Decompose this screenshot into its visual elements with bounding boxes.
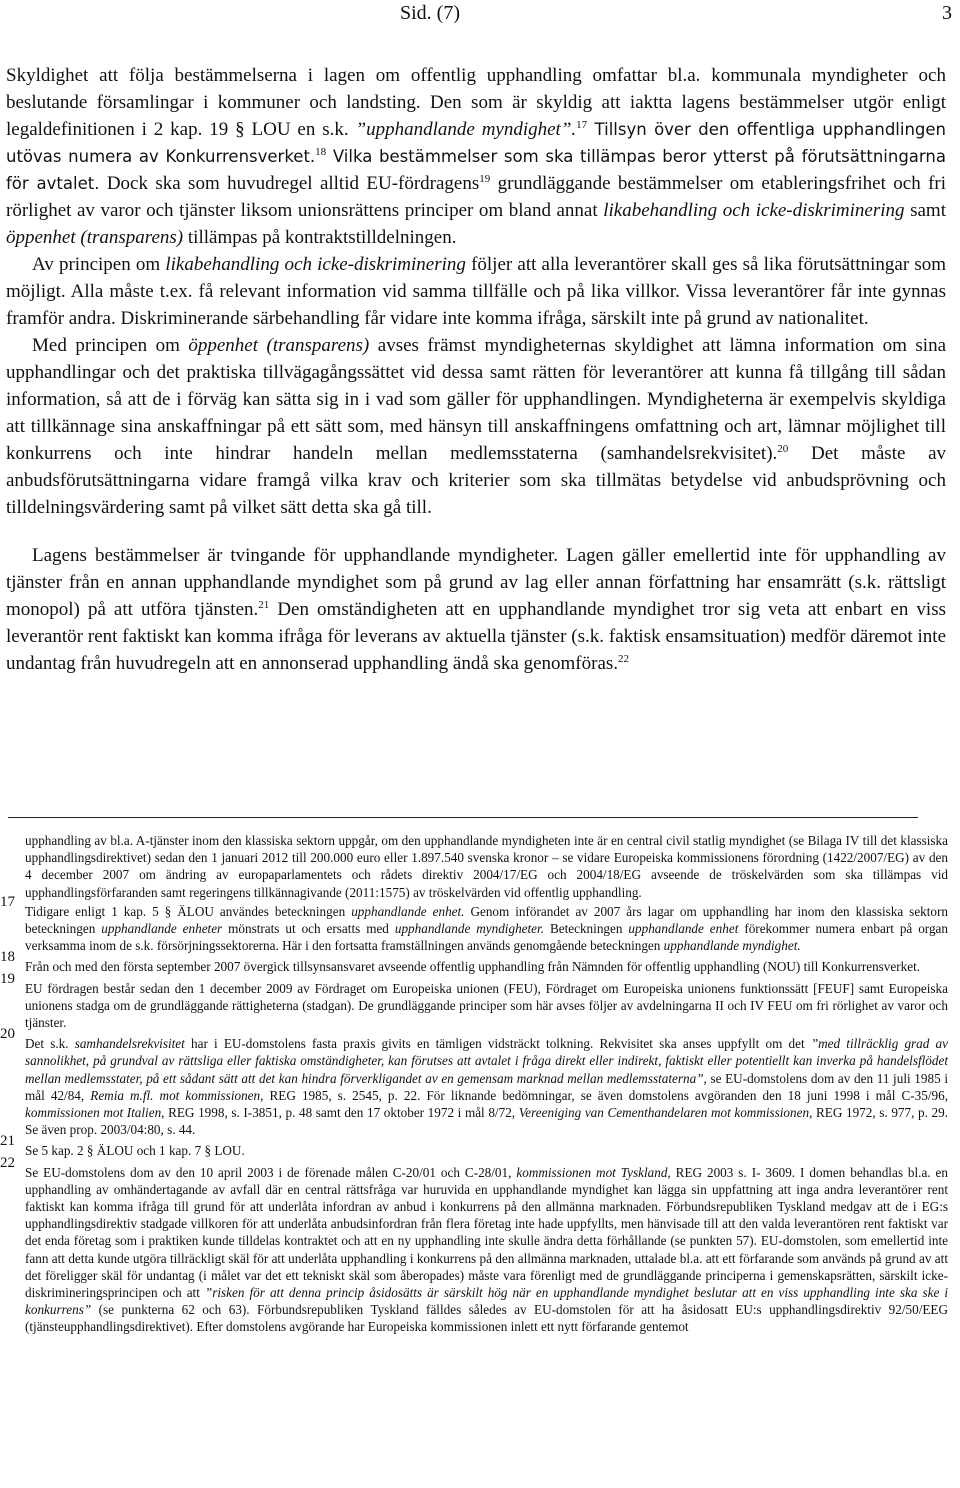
footnote-text: Se 5 kap. 2 § ÄLOU och 1 kap. 7 § LOU. xyxy=(25,1143,245,1159)
footnote-ref: 18 xyxy=(315,146,327,158)
footnote-number: 19 xyxy=(0,970,15,987)
text-span: Skyldighet att följa bestämmelserna i lagen om offentlig upphandling omfattar bl.a. kommunala myndigheter och beslutande församlingar i kommuner och landsting. Den som är skyldig att iaktta lagens bestämmelser utgör enligt legaldefinitionen i 2 kap. 19 § LOU en s.k. xyxy=(6,65,946,140)
footnote-ref: 19 xyxy=(479,173,491,185)
footnote-20 xyxy=(0,1026,949,1138)
footnote-text: Från och med den första september 2007 övergick tillsynsansvaret avseende offentlig upphandling från Nämnden för offentlig upphandling (NOU) till Konkurrensverket. xyxy=(25,959,921,975)
text-span: , REG 1972, s. 977, p. 29. Se även prop. 2003/04:80, s. 44. xyxy=(25,1105,949,1138)
italic-quote: ”med tillräcklig grad av sannolikhet, på grundval av rättsliga eller faktiska omständigheter, kan förutses att avtalet i fråga direkt eller indirekt, faktiskt eller potentiellt kan inverka på handelsflödet mellan medlemsstater, på ett sådant sätt att det kan hindra förverkligandet av en gemensam marknad mellan medlemsstaterna” xyxy=(25,1036,948,1086)
paragraph-2 xyxy=(6,251,946,332)
text-span: avses främst myndigheternas skyldighet att lämna information om sina upphandlingar och det praktiska tillvägagångssättet vid dessa samt rätten för leverantörer att kunna få tillgång till sådan information, så att de i förväg kan sätta sig in i vad som gäller för upphandlingen. Myndigheterna är exempelvis skyldiga att tillkännage sina anskaffningar på ett sätt som, med hänsyn till anskaffningens omfattning och art, lämnar möjlighet till konkurrens och inte hindrar handeln mellan medlemsstaterna (samhandelsrekvisitet). xyxy=(6,335,947,464)
text-span: Genom införandet av 2007 års lagar om upphandling har inom den klassiska sektorn beteckningen xyxy=(25,903,949,937)
text-span: REG 2003 s. I- 3609. I domen behandlas bl.a. en upphandling av omhändertagande av avfall där en central rättsfråga var huruvida en upphandlande myndighet kan lägga sin uppfattning att inga andra leverantörer rent faktiskt kan komma ifråga till grund för att underlåta infordran av anbud i konkurrens på den allmänna marknaden. Förbundsrepubliken Tyskland medgav att de i EG:s upphandlingsdirektiv stadgade villkoren för att underlåta anbudsinfordran från flera företag inte hade uppfyllts, men hänvisade till att den valda leverantören rent faktiskt var det enda företag som i praktiken kunde tilldelas kontraktet och att en ny upphandling inte skulle ändra detta förhållande (se punkten 57). EU-domstolen, som emellertid inte fann att detta kunde utgöra tillräckligt skäl för att underlåta upphandling i konkurrens på den allmänna marknaden, uttalade bl.a. att ett förfarande som används på grund av att det föreligger skäl för undantag (i målet var det ett tekniskt skäl som åberopades) måste vara förenligt med de grundläggande principerna i gemenskapsrätten, särskilt icke-diskrimineringsprincipen och att xyxy=(25,1164,948,1301)
text-span: Dock ska som huvudregel alltid EU-fördragens xyxy=(99,173,480,194)
italic-term: upphandlande enheter xyxy=(101,921,223,937)
footnote-text xyxy=(25,903,948,955)
footnote-19 xyxy=(0,970,948,1032)
footnotes xyxy=(0,832,948,1340)
italic-term: upphandlande enhet. xyxy=(351,903,465,919)
text-span: följer att alla leverantörer skall ges så lika förutsättningar som möjligt. Alla måste t.ex. få relevant information vid samma tillfälle och på lika villkor. Vissa leverantörer får inte gynnas framför andra. Diskriminerande särbehandling får vidare inte komma ifråga, särskilt inte på grund av nationalitet. xyxy=(6,254,946,329)
footnote-17 xyxy=(0,893,949,955)
italic-term: likabehandling och icke-diskriminering xyxy=(603,200,905,221)
text-span: grundläggande bestämmelser om etableringsfrihet och fri rörlighet av varor och tjänster liksom unionsrättens principer om bland annat xyxy=(6,173,947,221)
text-span: Beteckningen xyxy=(544,921,629,937)
text-span: mönstrats ut och ersatts med xyxy=(222,921,395,937)
italic-case-name: kommissionen mot Tyskland, xyxy=(516,1164,671,1180)
footnote-number: 18 xyxy=(0,949,15,966)
text-span: , REG 1985, s. 2545, p. 22. För liknande bedömningar, se även domstolens avgöranden den 18 juni 1998 i mål C-35/96, xyxy=(260,1087,949,1103)
footnote-18 xyxy=(0,949,948,975)
italic-case-name: Remia m.fl. mot kommissionen xyxy=(90,1087,261,1103)
page-header xyxy=(0,2,960,28)
footnote-text xyxy=(25,1035,948,1138)
text-span: , se EU-domstolens dom av den 11 juli 1985 i mål 42/84, xyxy=(25,1070,948,1103)
text-span: Det måste av anbudsförutsättningarna vidare framgå vilka krav och kriterier som ska tillmätas betydelse vid anbudsprövning och tilldelningsvärdering samt på vilket sätt detta ska gå till. xyxy=(6,443,947,518)
text-span: Det s.k. xyxy=(25,1036,75,1052)
footnote-text: EU fördragen består sedan den 1 december 2009 av Fördraget om Europeiska unionen (FEU), Fördraget om Europeiska unionens funktionssätt [FEUF] samt Europeiska unionens stadga om de grundläggande rättigheterna (stadgan). De grundläggande principer som här avses följer av avdelningarna II och IV FEU om fri rörlighet av varor och tjänster. xyxy=(25,980,948,1031)
italic-term: upphandlande enhet xyxy=(628,921,739,937)
footnote-21 xyxy=(0,1133,948,1159)
text-span: Med principen om xyxy=(32,335,189,356)
italic-case-name: kommissionen mot Italien xyxy=(25,1105,162,1121)
text-span: Den omständigheten att en upphandlande myndighet tror sig veta att enbart en viss leverantör rent faktiskt kan komma ifråga för leverans av aktuella tjänster (s.k. faktisk ensamsituation) medför däremot inte undantag från huvudregeln att en annonserad upphandling ändå ska genomföras. xyxy=(6,599,946,674)
footnote-ref: 21 xyxy=(258,599,270,611)
footnote-ref: 22 xyxy=(618,653,630,665)
text-span: Se EU-domstolens dom av den 10 april 2003 i de förenade målen C-20/01 och C-28/01, xyxy=(25,1164,517,1180)
text-span: samt xyxy=(904,200,946,221)
page-title: Sid. (7) xyxy=(400,2,460,24)
italic-term: upphandlande myndighet. xyxy=(663,938,801,954)
italic-term: samhandelsrekvisitet xyxy=(74,1036,185,1052)
italic-term: öppenhet (transparens) xyxy=(6,227,184,248)
italic-term: upphandlande myndigheter. xyxy=(394,921,544,937)
text-span: förekommer numera enbart på organ verksamma inom de s.k. försörjningssektorerna. Här i den fortsatta framställningen används genomgående beteckningen xyxy=(25,921,948,954)
text-span: , REG 1998, s. I-3851, p. 48 samt den 17 oktober 1972 i mål 8/72, xyxy=(161,1105,519,1121)
paragraph-1 xyxy=(6,62,946,251)
footnote-ref: 17 xyxy=(576,119,588,131)
footnote-separator xyxy=(8,817,918,818)
footnote-ref: 20 xyxy=(777,443,789,455)
text-span: har i EU-domstolens fasta praxis givits en tämligen vidsträckt tolkning. Rekvisitet ska anses uppfyllt om det xyxy=(184,1036,811,1052)
footnote-number: 21 xyxy=(0,1133,15,1150)
italic-term: ”upphandlande myndighet”. xyxy=(355,119,577,140)
italic-term: likabehandling och icke-diskriminering xyxy=(165,254,466,275)
page-number: 3 xyxy=(942,2,952,24)
footnote-number: 22 xyxy=(0,1154,15,1171)
paragraph-3 xyxy=(6,332,946,521)
italic-term: öppenhet (transparens) xyxy=(188,335,370,356)
paragraph-4 xyxy=(6,542,946,677)
text-span: Tillsyn över den offentliga upphandlingen utövas numera av Konkurrensverket. xyxy=(6,120,946,166)
footnote-continuation: upphandling av bl.a. A-tjänster inom den klassiska sektorn uppgår, om den upphandlande myndigheten inte är en central civil statlig myndighet (se Bilaga IV till det klassiska upphandlingsdirektivet) sedan den 1 januari 2012 till 200.000 euro eller 1.897.540 svenska kronor – se vidare Europeiska kommissionens förordning (1422/2007/EG) av den 4 december 2007 om ändring av europaparlamentets och rådets direktiv 2004/17/EG och 2004/18/EG avseende de tröskelvärden som ska tillämpas vid upphandlingsförfaranden samt regeringens tillkännagivande (2011:1575) av tröskelvärden vid offentlig upphandling. xyxy=(25,833,948,900)
text-span: tillämpas på kontraktstilldelningen. xyxy=(183,227,457,248)
body-text xyxy=(6,62,946,677)
footnote-number: 17 xyxy=(0,893,15,910)
text-span: Lagens bestämmelser är tvingande för upphandlande myndigheter. Lagen gäller emellertid inte för upphandling av tjänster från en annan upphandlande myndighet som på grund av lag eller annan författning har ensamrätt (s.k. rättsligt monopol) på att utföra tjänsten. xyxy=(6,545,946,620)
text-span: Tidigare enligt 1 kap. 5 § ÄLOU användes beteckningen xyxy=(25,903,352,919)
text-span: (se punkterna 62 och 63). Förbundsrepubliken Tyskland fälldes således av EU-domstolen för att ha åsidosatt EU:s upphandlingsdirektiv 92/50/EEG (tjänsteupphandlingsdirektivet). Efter domstolens avgörande har Europeiska kommissionen inlett ett nytt förfarande gentemot xyxy=(25,1302,948,1335)
italic-case-name: Vereeniging van Cementhandelaren mot kommissionen xyxy=(518,1105,810,1121)
footnote-number: 20 xyxy=(0,1026,15,1043)
text-span: Av principen om xyxy=(32,254,166,275)
footnote-text xyxy=(25,1164,948,1336)
text-span: Vilka bestämmelser som ska tillämpas beror ytterst på förutsättningarna för avtalet. xyxy=(6,147,946,193)
italic-quote: ”risken för att denna princip åsidosätts är särskilt hög när en upphandlande myndighet beslutar att en viss upphandling inte ska ske i konkurrens” xyxy=(25,1285,949,1318)
footnote-22 xyxy=(0,1154,949,1336)
